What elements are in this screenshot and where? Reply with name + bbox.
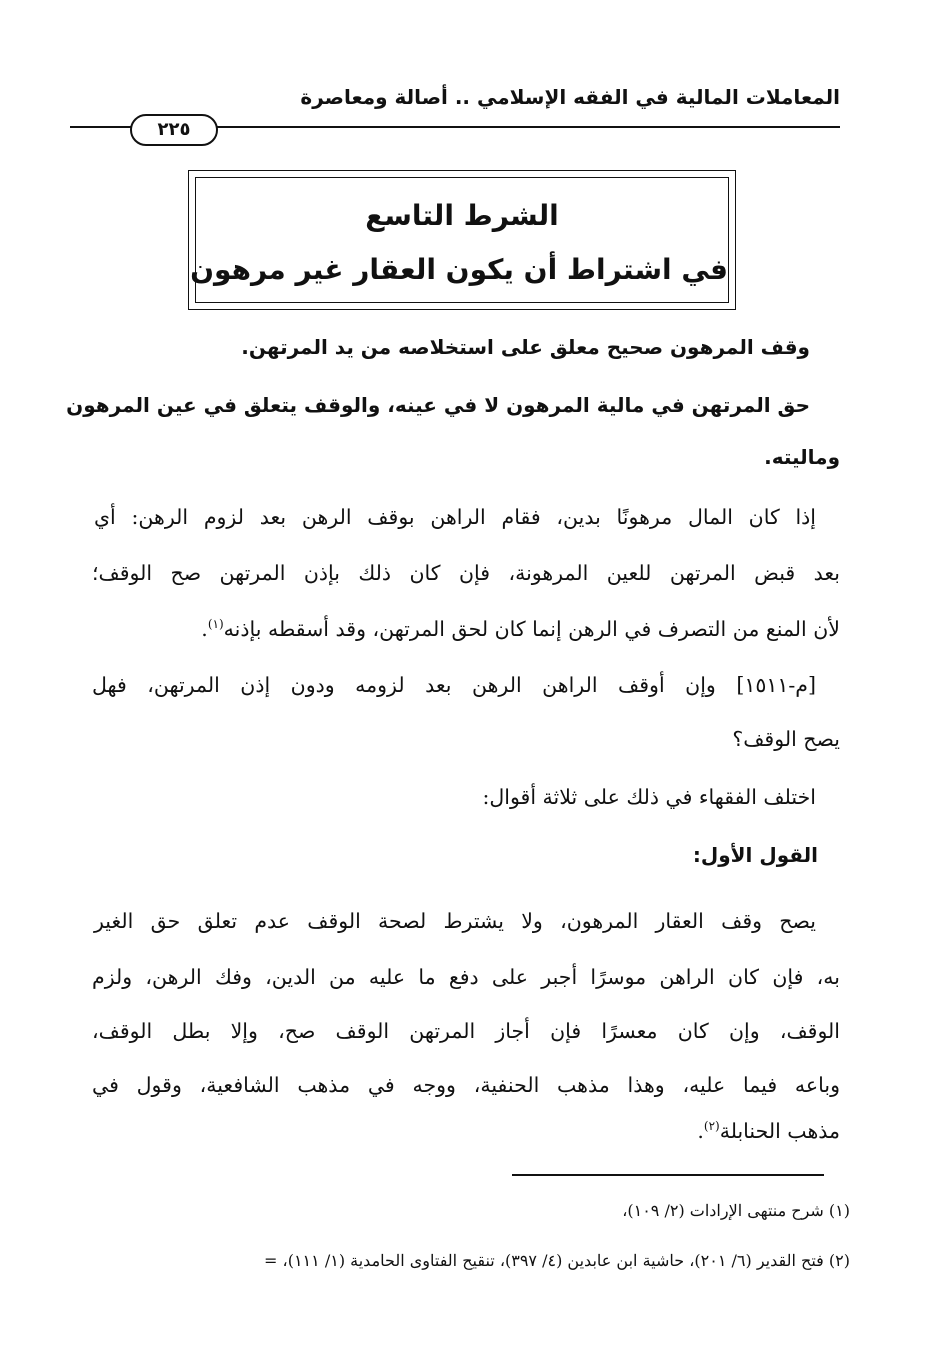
body-line: وماليته. xyxy=(764,445,840,469)
body-line-text: مذهب الحنابلة xyxy=(719,1119,840,1143)
body-line: اختلف الفقهاء في ذلك على ثلاثة أقوال: xyxy=(482,785,816,809)
body-line: يصح الوقف؟ xyxy=(732,727,840,751)
body-line: لأن المنع من التصرف في الرهن إنما كان لحق المرتهن، وقد أسقطه بإذنه$^{(١)}$. xyxy=(201,617,840,641)
page-number: ٢٢٥ xyxy=(130,114,218,146)
body-line: [م-١٥١١] وإن أوقف الراهن الرهن بعد لزومه ودون إذن المرتهن، فهل xyxy=(92,673,816,697)
body-line: إذا كان المال مرهونًا بدين، فقام الراهن بوقف الرهن بعد لزوم الرهن: أي xyxy=(94,505,816,529)
body-line-text: لأن المنع من التصرف في الرهن إنما كان لحق المرتهن، وقد أسقطه بإذنه xyxy=(223,617,840,641)
footnote-rule xyxy=(512,1174,824,1176)
body-line: به، فإن كان الراهن موسرًا أجبر على دفع ما عليه من الدين، وفك الرهن، ولزم xyxy=(92,965,840,989)
body-line: الوقف، وإن كان معسرًا فإن أجاز المرتهن الوقف صح، وإلا بطل الوقف، xyxy=(92,1019,840,1043)
footnote-2: (٢) فتح القدير (٦/ ٢٠١)، حاشية ابن عابدين (٤/ ٣٩٧)، تنقيح الفتاوى الحامدية (١/ ١١١)، = xyxy=(264,1251,850,1270)
footnote-marker-2: (٢) xyxy=(703,1119,720,1134)
body-line: وقف المرهون صحيح معلق على استخلاصه من يد المرتهن. xyxy=(241,335,810,359)
body-line: حق المرتهن في مالية المرهون لا في عينه، والوقف يتعلق في عين المرهون xyxy=(66,393,810,417)
running-header: المعاملات المالية في الفقه الإسلامي .. أصالة ومعاصرة xyxy=(300,85,840,109)
subheading: القول الأول: xyxy=(692,843,818,867)
footnote-marker-1: (١) xyxy=(207,617,224,632)
footnote-1: (١) شرح منتهى الإرادات (٢/ ١٠٩)، xyxy=(622,1201,850,1220)
body-line: بعد قبض المرتهن للعين المرهونة، فإن كان ذلك بإذن المرتهن صح الوقف؛ xyxy=(92,561,840,585)
section-title: الشرط التاسع xyxy=(365,199,559,232)
section-subtitle: في اشتراط أن يكون العقار غير مرهون xyxy=(190,253,728,286)
body-line: مذهب الحنابلة$^{(٢)}$. xyxy=(697,1119,840,1143)
body-line: وباعه فيما عليه، وهذا مذهب الحنفية، ووجه في مذهب الشافعية، وقول في xyxy=(92,1073,840,1097)
body-line: يصح وقف العقار المرهون، ولا يشترط لصحة الوقف عدم تعلق حق الغير xyxy=(94,909,816,933)
